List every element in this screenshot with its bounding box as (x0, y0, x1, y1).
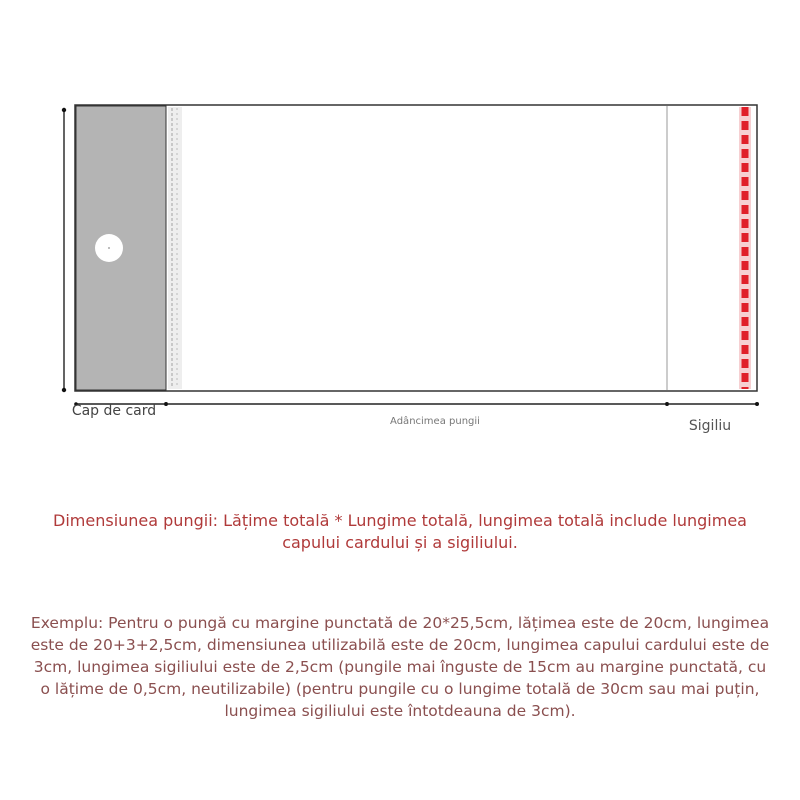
card-head-label: Cap de card (71, 403, 157, 419)
perforation-strip (168, 107, 182, 389)
size-definition-note: Dimensiunea pungii: Lățime totală * Lungime totală, lungimea totală include lungimea capului cardului și a sigiliului. (53, 511, 747, 552)
size-example-note: Exemplu: Pentru o pungă cu margine punctată de 20*25,5cm, lățimea este de 20cm, lungimea este de 20+3+2,5cm, dimensiunea utilizabilă este de 20cm, lungimea capului cardului este de 3cm, lungimea sigiliului este de 2,5cm (pungile mai înguste de 15cm au margine punctată, cu o lățime de 0,5cm, neutilizabile) (pentru pungile cu o lungime totală de 30cm sau mai puțin, lungimea sigiliului este întotdeauna de 3cm). (30, 614, 770, 720)
hang-hole-center (108, 247, 110, 249)
seal-label: Sigiliu (688, 418, 732, 434)
seal-adhesive-strip (739, 107, 751, 389)
bag-depth-label: Adâncimea pungii (390, 416, 480, 427)
